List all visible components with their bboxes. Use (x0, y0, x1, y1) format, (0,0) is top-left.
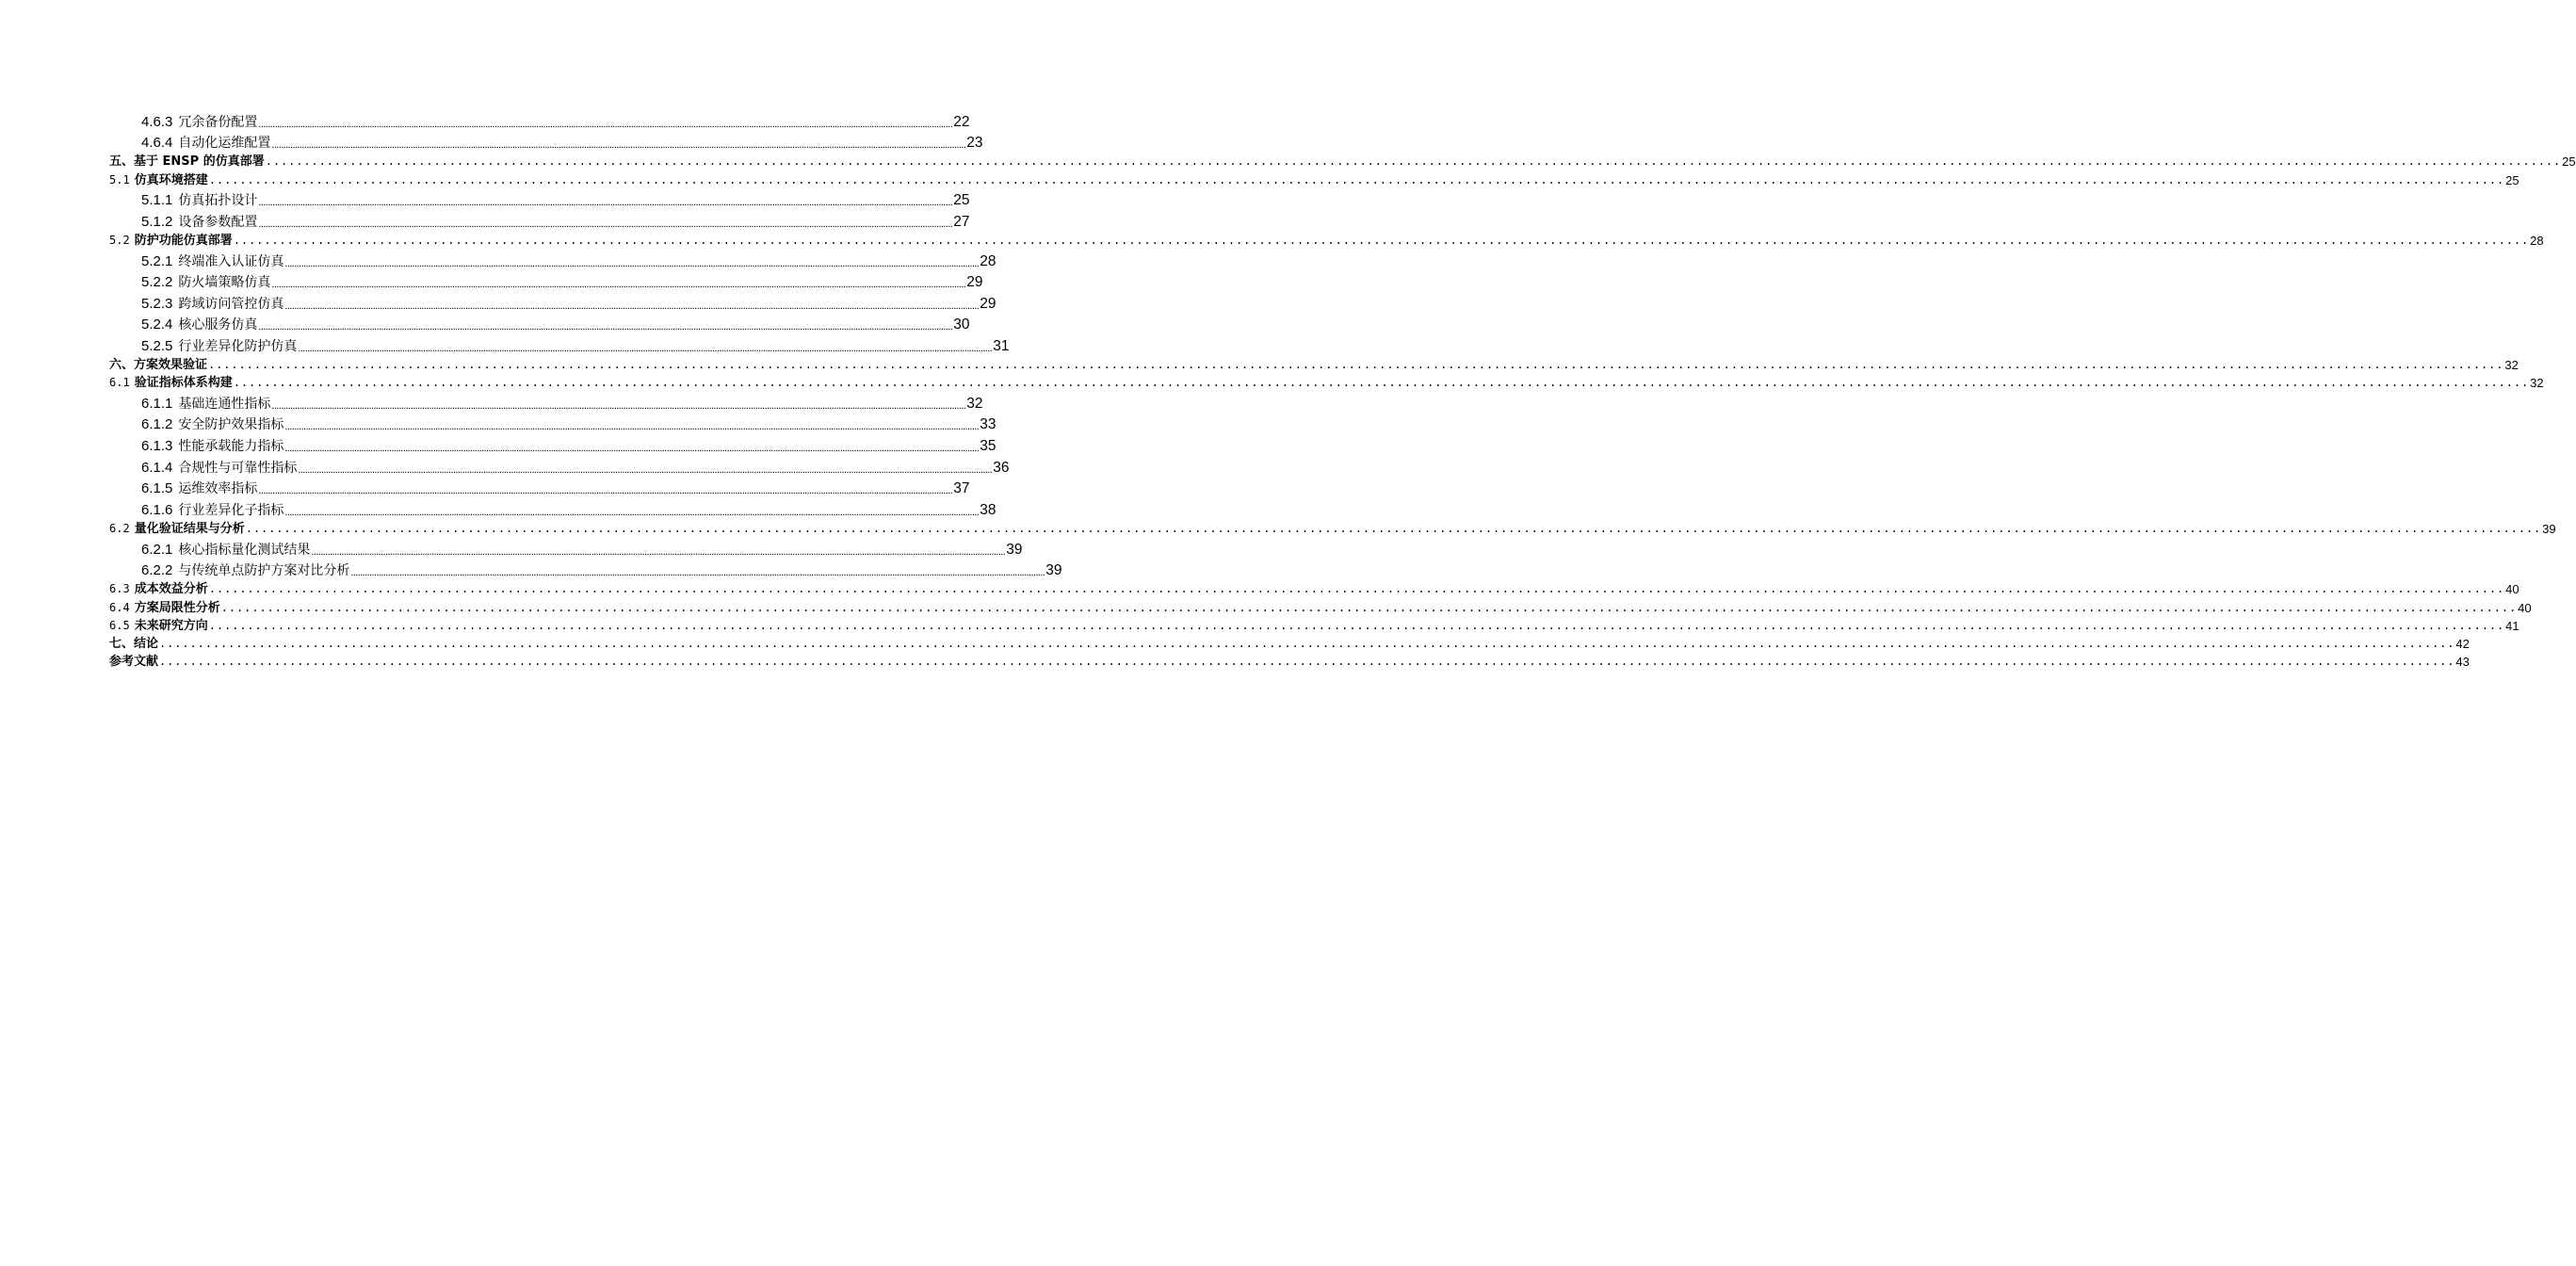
toc-entry-label (109, 521, 245, 537)
dot-leader: ............................................................................................................................................................................................................................................................................................................ (233, 376, 2530, 390)
toc-entry-label (141, 562, 349, 579)
toc-entry-title: 未来研究方向 (134, 618, 208, 633)
toc-entry-label (141, 114, 257, 131)
toc-entry-label (141, 480, 257, 497)
dot-leader: ............................................................................................................................................................................................................................................................................................................ (220, 600, 2518, 614)
dot-leader: ............................................................................................................................................................................................................................................................................................................ (258, 118, 953, 130)
toc-entry-label (141, 192, 257, 209)
toc-entry-page-number: 25 (2562, 154, 2576, 170)
toc-entry-number: 5.2 (109, 233, 130, 247)
toc-entry-label (109, 154, 265, 170)
toc-entry-label (141, 438, 284, 455)
toc-entry-title: 跨域访问管控仿真 (178, 296, 284, 312)
toc-entry-label (141, 296, 284, 313)
toc-entry[interactable] (109, 652, 2470, 670)
toc-entry-number: 6.1 (109, 376, 130, 390)
toc-entry[interactable] (109, 109, 970, 131)
toc-entry-title: 核心服务仿真 (178, 317, 258, 333)
toc-entry-label (141, 460, 297, 477)
toc-entry-title: 设备参数配置 (178, 214, 258, 230)
dot-leader: ............................................................................................................................................................................................................................................................................................................ (350, 567, 1045, 579)
toc-entry-label (109, 375, 233, 391)
toc-entry-number: 6.1.3 (141, 438, 173, 455)
toc-entry-label (109, 172, 208, 188)
dot-leader: ............................................................................................................................................................................................................................................................................................................ (271, 139, 966, 152)
toc-entry-page-number: 37 (953, 480, 970, 497)
toc-entry-page-number: 30 (953, 316, 970, 333)
toc-entry-page-number: 36 (993, 459, 1010, 476)
toc-entry-title: 与传统单点防护方案对比分析 (178, 563, 350, 579)
toc-entry-number: 4.6.3 (141, 113, 173, 130)
toc-entry-page-number: 38 (980, 501, 996, 518)
toc-entry[interactable] (109, 537, 1023, 559)
dot-leader: ............................................................................................................................................................................................................................................................................................................ (284, 300, 980, 312)
dot-leader: ............................................................................................................................................................................................................................................................................................................ (265, 154, 2562, 169)
toc-entry-number: 6.2 (109, 522, 130, 536)
toc-entry[interactable] (109, 519, 2556, 537)
toc-entry-number: 5.1.2 (141, 213, 173, 230)
toc-entry-label (109, 654, 158, 670)
toc-entry-title: 终端准入认证仿真 (178, 253, 284, 269)
toc-entry-title: 自动化运维配置 (178, 136, 271, 152)
dot-leader: ............................................................................................................................................................................................................................................................................................................ (284, 421, 980, 433)
toc-entry-page-number: 40 (2518, 600, 2532, 615)
dot-leader: ............................................................................................................................................................................................................................................................................................................ (258, 197, 953, 209)
toc-entry-page-number: 33 (980, 416, 996, 433)
dot-leader: ............................................................................................................................................................................................................................................................................................................ (284, 257, 980, 269)
dot-leader: ............................................................................................................................................................................................................................................................................................................ (208, 358, 2504, 372)
toc-entry-page-number: 29 (980, 295, 996, 312)
toc-entry[interactable] (109, 559, 1062, 580)
toc-entry-label (109, 233, 233, 249)
toc-entry[interactable] (109, 355, 2519, 373)
toc-entry-number: 6.1.5 (141, 480, 173, 497)
toc-entry-number: 5.2.5 (141, 337, 173, 354)
toc-entry-page-number: 32 (2530, 376, 2544, 391)
toc-entry-page-number: 32 (2504, 358, 2519, 373)
toc-entry[interactable] (109, 270, 983, 292)
dot-leader: ............................................................................................................................................................................................................................................................................................................ (271, 279, 966, 291)
toc-entry-number: 6.1.2 (141, 416, 173, 433)
toc-entry[interactable] (109, 634, 2470, 652)
toc-entry-title: 五、基于 ENSP 的仿真部署 (109, 154, 265, 170)
toc-entry-page-number: 28 (2530, 233, 2544, 248)
toc-entry-label (109, 600, 220, 616)
toc-entry-label (109, 581, 208, 597)
toc-entry[interactable] (109, 413, 996, 434)
toc-entry-title: 七、结论 (109, 636, 159, 651)
toc-entry-label (141, 338, 297, 355)
toc-entry-page-number: 41 (2505, 618, 2519, 633)
toc-entry-label (141, 542, 310, 559)
toc-entry[interactable] (109, 313, 970, 334)
toc-entry-page-number: 25 (2505, 172, 2519, 187)
toc-entry[interactable] (109, 131, 983, 153)
toc-entry-page-number: 25 (953, 192, 970, 209)
toc-entry-page-number: 32 (966, 395, 983, 412)
toc-entry-number: 6.2.2 (141, 562, 173, 579)
toc-entry[interactable] (109, 333, 1010, 355)
toc-entry-page-number: 31 (993, 337, 1010, 354)
dot-leader: ............................................................................................................................................................................................................................................................................................................ (245, 522, 2542, 536)
toc-entry[interactable] (109, 188, 970, 210)
toc-entry-number: 6.2.1 (141, 541, 173, 558)
toc-entry-title: 仿真环境搭建 (134, 172, 208, 187)
toc-entry[interactable] (109, 477, 970, 498)
toc-entry-title: 行业差异化子指标 (178, 502, 284, 518)
toc-entry[interactable] (109, 373, 2544, 391)
toc-entry-title: 防护功能仿真部署 (134, 233, 233, 248)
toc-entry-title: 成本效益分析 (134, 582, 208, 597)
dot-leader: ............................................................................................................................................................................................................................................................................................................ (284, 443, 980, 455)
toc-entry-title: 性能承载能力指标 (178, 439, 284, 455)
dot-leader: ............................................................................................................................................................................................................................................................................................................ (159, 636, 2455, 650)
table-of-contents (109, 109, 2576, 670)
dot-leader: ............................................................................................................................................................................................................................................................................................................ (298, 342, 993, 354)
toc-entry-title: 核心指标量化测试结果 (178, 542, 311, 558)
toc-entry-title: 方案局限性分析 (134, 600, 220, 615)
dot-leader: ............................................................................................................................................................................................................................................................................................................ (208, 618, 2505, 632)
toc-entry-title: 仿真拓扑设计 (178, 193, 258, 209)
toc-entry[interactable] (109, 152, 2576, 170)
toc-entry-number: 4.6.4 (141, 135, 173, 152)
dot-leader: ............................................................................................................................................................................................................................................................................................................ (233, 233, 2530, 247)
dot-leader: ............................................................................................................................................................................................................................................................................................................ (208, 582, 2505, 596)
toc-entry-page-number: 28 (980, 252, 996, 269)
toc-entry[interactable] (109, 231, 2544, 249)
toc-entry-page-number: 22 (953, 113, 970, 130)
toc-entry-label (109, 357, 207, 373)
toc-entry-number: 5.2.2 (141, 274, 173, 291)
toc-entry-page-number: 43 (2455, 655, 2470, 670)
toc-entry[interactable] (109, 433, 996, 455)
toc-entry-label (109, 636, 158, 652)
toc-entry-label (141, 274, 270, 291)
toc-entry-title: 验证指标体系构建 (134, 376, 233, 391)
toc-entry-page-number: 39 (1006, 541, 1023, 558)
toc-entry-number: 5.2.1 (141, 252, 173, 269)
dot-leader: ............................................................................................................................................................................................................................................................................................................ (258, 485, 953, 497)
dot-leader: ............................................................................................................................................................................................................................................................................................................ (258, 321, 953, 333)
toc-entry-number: 6.5 (109, 618, 130, 632)
toc-entry-label (109, 618, 208, 634)
dot-leader: ............................................................................................................................................................................................................................................................................................................ (271, 399, 966, 412)
toc-entry-label (141, 502, 284, 519)
toc-entry-title: 运维效率指标 (178, 481, 258, 497)
dot-leader: ............................................................................................................................................................................................................................................................................................................ (159, 655, 2455, 669)
toc-entry[interactable] (109, 455, 1010, 477)
toc-entry-page-number: 39 (1045, 562, 1062, 579)
toc-entry-title: 六、方案效果验证 (109, 358, 208, 373)
toc-entry[interactable] (109, 291, 996, 313)
toc-entry[interactable] (109, 391, 983, 413)
dot-leader: ............................................................................................................................................................................................................................................................................................................ (208, 172, 2505, 187)
toc-entry[interactable] (109, 170, 2519, 187)
toc-entry-number: 5.1.1 (141, 192, 173, 209)
toc-entry-number: 5.2.4 (141, 316, 173, 333)
toc-entry-number: 6.1.6 (141, 501, 173, 518)
toc-entry-page-number: 35 (980, 438, 996, 455)
toc-entry-number: 6.3 (109, 582, 130, 596)
toc-entry-page-number: 40 (2505, 582, 2519, 597)
dot-leader: ............................................................................................................................................................................................................................................................................................................ (284, 506, 980, 518)
toc-entry-number: 5.2.3 (141, 295, 173, 312)
toc-entry-title: 防火墙策略仿真 (178, 275, 271, 291)
toc-entry[interactable] (109, 579, 2519, 597)
toc-entry-label (141, 396, 270, 413)
toc-entry-page-number: 42 (2455, 636, 2470, 651)
toc-entry-number: 6.4 (109, 600, 130, 614)
toc-entry-title: 安全防护效果指标 (178, 417, 284, 433)
toc-entry-page-number: 23 (966, 135, 983, 152)
toc-entry-label (141, 316, 257, 333)
toc-entry-page-number: 39 (2542, 522, 2556, 537)
toc-entry-label (141, 416, 284, 433)
toc-entry-title: 行业差异化防护仿真 (178, 338, 298, 354)
dot-leader: ............................................................................................................................................................................................................................................................................................................ (298, 463, 993, 476)
toc-entry-number: 6.1.4 (141, 459, 173, 476)
dot-leader: ............................................................................................................................................................................................................................................................................................................ (311, 545, 1006, 558)
toc-entry-number: 6.1.1 (141, 395, 173, 412)
toc-entry-label (141, 253, 284, 270)
toc-entry-title: 冗余备份配置 (178, 114, 258, 130)
toc-entry-page-number: 29 (966, 274, 983, 291)
dot-leader: ............................................................................................................................................................................................................................................................................................................ (258, 218, 953, 230)
toc-entry-page-number: 27 (953, 213, 970, 230)
toc-entry[interactable] (109, 497, 996, 519)
toc-entry-number: 5.1 (109, 172, 130, 187)
toc-entry-label (141, 135, 270, 152)
toc-entry-title: 合规性与可靠性指标 (178, 460, 298, 476)
toc-entry-title: 量化验证结果与分析 (134, 522, 245, 537)
toc-entry[interactable] (109, 616, 2519, 634)
toc-entry[interactable] (109, 597, 2532, 615)
toc-entry[interactable] (109, 249, 996, 270)
toc-entry[interactable] (109, 209, 970, 231)
toc-entry-title: 基础连通性指标 (178, 396, 271, 412)
toc-entry-title: 参考文献 (109, 655, 159, 670)
toc-entry-label (141, 214, 257, 231)
